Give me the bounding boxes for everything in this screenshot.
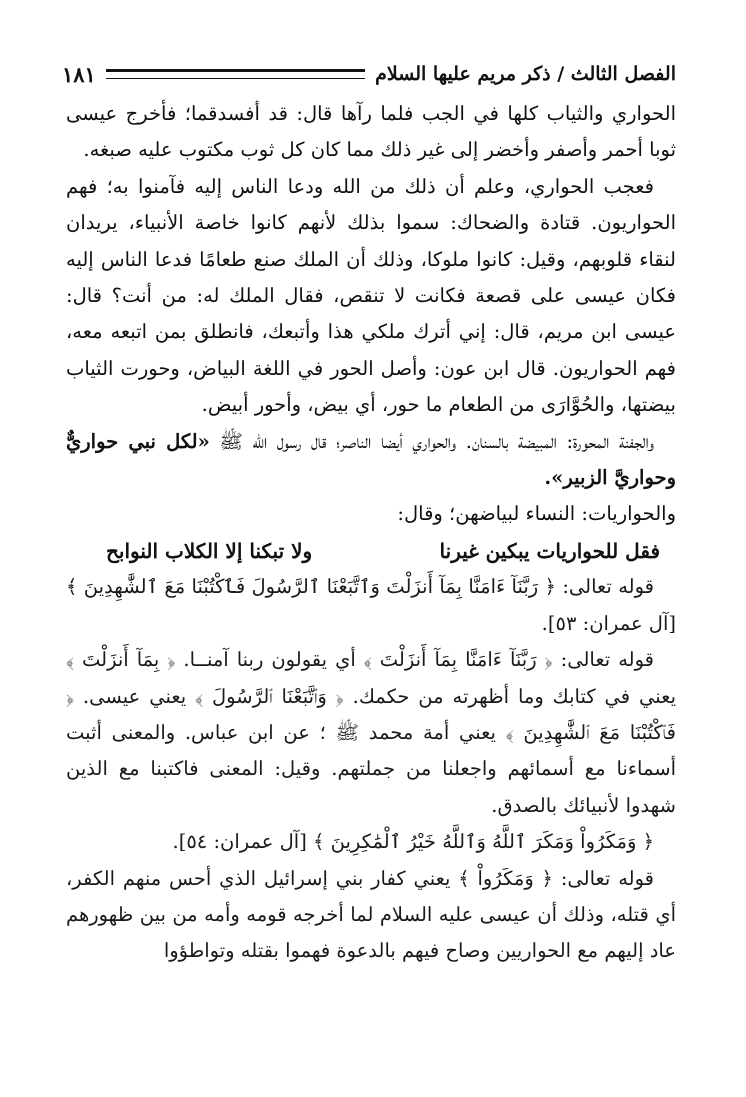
paragraph: الحواري والثياب كلها في الجب فلما رآها قال: قد أفسدقما؛ فأخرج عيسى ثوبا أحمر وأصفر وأخضر إلى غير ذلك مما كان كل ثوب مكتوب عليه صبغه.	[66, 102, 676, 162]
paragraph: فعجب الحواري، وعلم أن ذلك من الله ودعا الناس إليه فآمنوا به؛ فهم الحواريون. قتادة والضحاك: سموا بذلك لأنهم كانوا خاصة الأنبياء، يريدان لنقاء قلوبهم، وقيل: كانوا ملوكا، وذلك أن الملك صنع طعامًا فدعا الناس إليه فكان عيسى على قصعة فكانت لا تنقص، فقال الملك له: من أنت؟ قال: عيسى ابن مريم، قال: إني أترك ملكي هذا وأتبعك، فانطلق بمن اتبعه معه، فهم الحواريون. قال ابن عون: وأصل الحور في اللغة البياض، وحورت الثياب بيضتها، والحُوَّارَى من الطعام ما حور، أي بيض، وأحور أبيض.	[66, 174, 676, 417]
verse-first-hemistich: فقل للحواريات يبكين غيرنا	[439, 538, 660, 563]
paragraph: قوله تعالى: ﴿ وَمَكَرُواْ ﴾ يعني كفار بني إسرائيل الذي أحس منهم الكفر، أي قتله، وذلك أن عيسى عليه السلام لما أخرجه قومه وأمه من بين ظهورهم عاد إليهم مع الحواريين وصاح فيهم بالدعوة فهموا بقتله وتواطؤوا	[66, 866, 676, 963]
hadith-quote: «لكل نبي حواريٌّ وحواريَّ الزبير».	[66, 429, 676, 490]
verse-second-hemistich: ولا تبكنا إلا الكلاب النوابح	[106, 538, 313, 563]
paragraph: والحواريات: النساء لبياضهن؛ وقال:	[397, 502, 676, 526]
poem-verse	[66, 533, 676, 569]
header-rule	[106, 69, 365, 79]
page-body	[66, 96, 676, 970]
quran-verse: ﴿ وَمَكَرُواْ وَمَكَرَ ٱللَّهُ وَٱللَّهُ خَيْرُ ٱلْمَٰكِرِينَ ﴾ [آل عمران: ٥٤].	[172, 830, 654, 854]
page-header	[62, 56, 676, 92]
paragraph-text: والجفنة المحورة: المبيضة بالسنان. والحواري أيضا الناصر؛ قال رسول الله ﷺ	[219, 429, 654, 453]
paragraph	[66, 424, 676, 497]
paragraph: قوله تعالى: ﴿ رَبَّنَآ ءَامَنَّا بِمَآ أَنزَلْتَ وَٱتَّبَعْنَا ٱلرَّسُولَ فَٱكْتُبْنَا مَعَ ٱلشَّٰهِدِينَ ﴾ [آل عمران: ٥٣].	[66, 575, 676, 635]
page-number: ١٨١	[62, 61, 96, 87]
paragraph: قوله تعالى: ﴿ رَبَّنَآ ءَامَنَّا بِمَآ أَنزَلْتَ ﴾ أي يقولون ربنا آمنــا. ﴿ بِمَآ أَنزَلْتَ ﴾ يعني في كتابك وما أظهرته من حكمك. ﴿ وَٱتَّبَعْنَا ٱلرَّسُولَ ﴾ يعني عيسى. ﴿ فَٱكْتُبْنَا مَعَ ٱلشَّٰهِدِينَ ﴾ يعني أمة محمد ﷺ ؛ عن ابن عباس. والمعنى أثبت أسماءنا مع أسمائهم واجعلنا من جملتهم. وقيل: المعنى فاكتبنا مع الذين شهدوا لأنبيائك بالصدق.	[66, 648, 676, 817]
chapter-title: الفصل الثالث / ذكر مريم عليها السلام	[375, 63, 676, 85]
